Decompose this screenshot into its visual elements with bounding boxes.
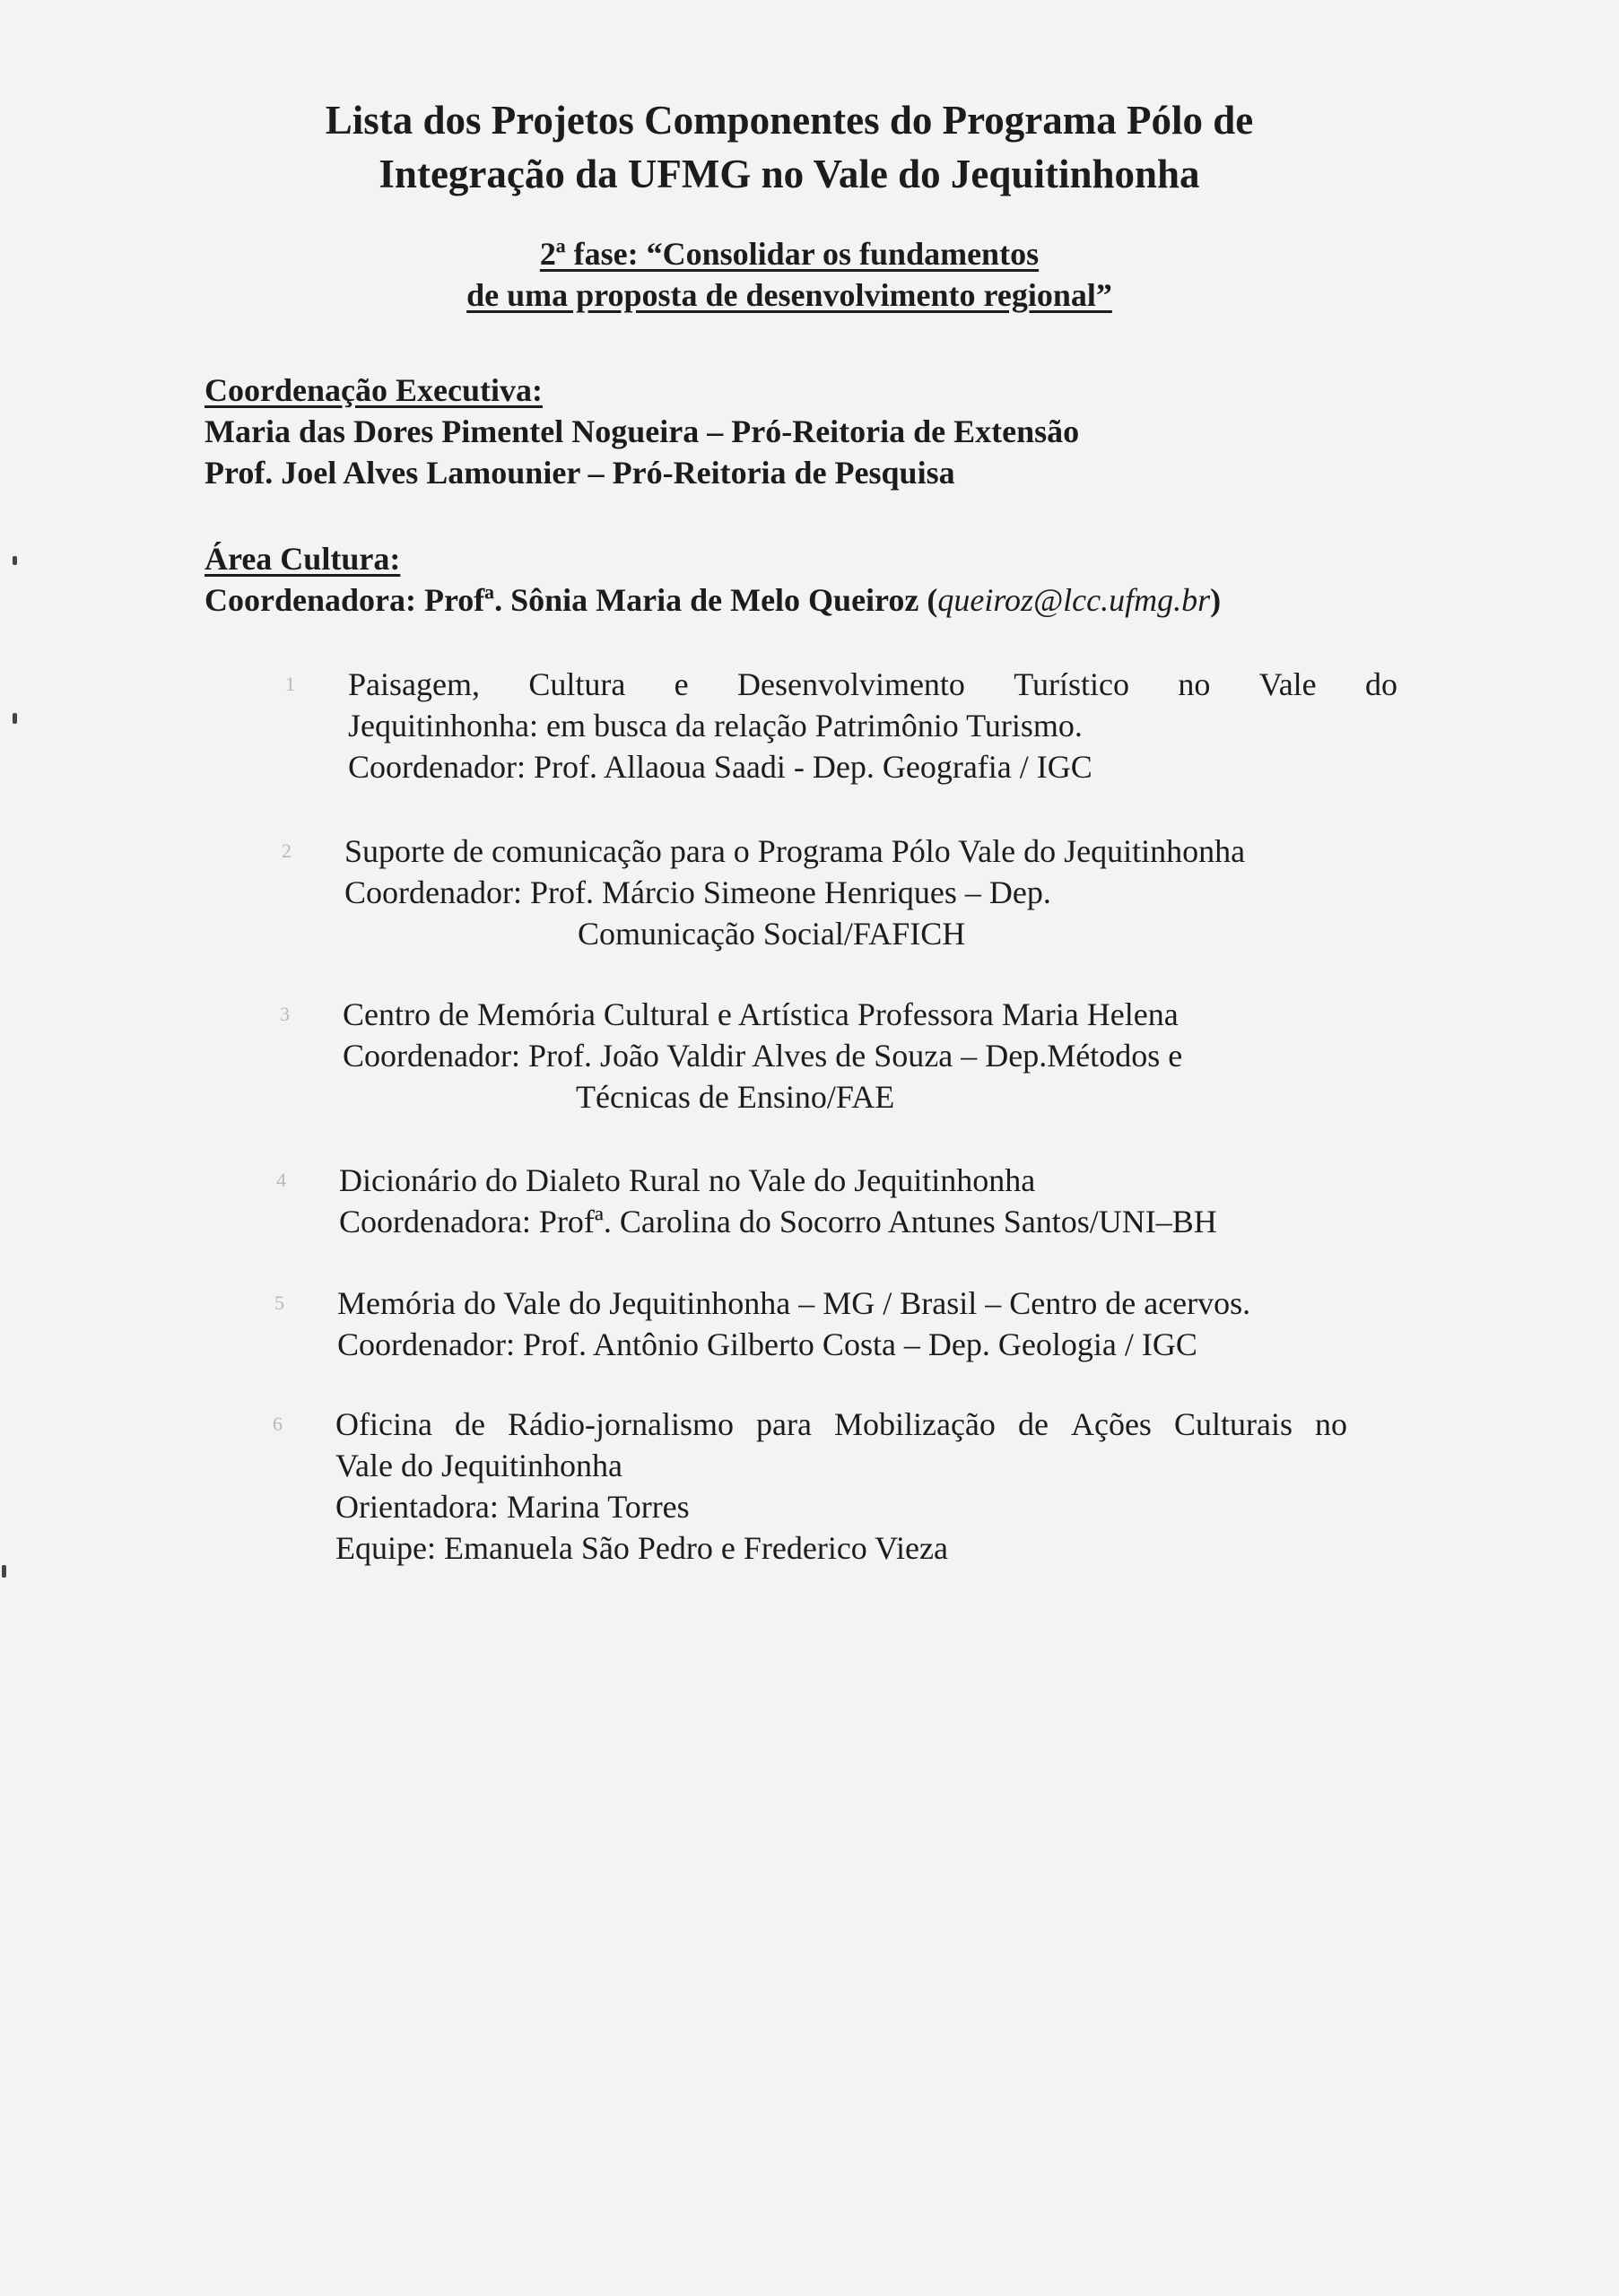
project-marker: 1 bbox=[285, 673, 295, 695]
area-coordinator-suffix: ) bbox=[1210, 582, 1222, 618]
title-word: Vale bbox=[1258, 666, 1317, 702]
title-word: no bbox=[1178, 666, 1211, 702]
title-word: de bbox=[1017, 1406, 1049, 1442]
project-coordinator: Coordenador: Prof. Márcio Simeone Henriques – Dep. bbox=[344, 874, 1051, 910]
project-item-1 bbox=[285, 664, 1397, 787]
project-marker: 4 bbox=[276, 1169, 286, 1191]
title-word: Rádio-jornalismo bbox=[508, 1406, 734, 1442]
project-coordinator: Coordenador: Prof. João Valdir Alves de Souza – Dep.Métodos e bbox=[343, 1038, 1183, 1074]
area-coordinator-prefix: Coordenadora: Profª. Sônia Maria de Melo Queiroz ( bbox=[205, 582, 938, 618]
project-coordinator-cont: Técnicas de Ensino/FAE bbox=[576, 1079, 895, 1115]
project-coordinator: Coordenador: Prof. Allaoua Saadi - Dep. Geografia / IGC bbox=[348, 749, 1092, 785]
area-cultura-heading: Área Cultura: bbox=[205, 541, 401, 577]
project-item-4 bbox=[276, 1160, 1217, 1242]
project-item-5 bbox=[274, 1283, 1251, 1365]
project-orientadora: Orientadora: Marina Torres bbox=[335, 1489, 690, 1525]
title-word: e bbox=[674, 666, 689, 702]
project-title: Dicionário do Dialeto Rural no Vale do Jequitinhonha bbox=[339, 1162, 1036, 1198]
title-word: Desenvolvimento bbox=[736, 666, 965, 702]
document-title bbox=[179, 93, 1399, 201]
project-coordinator: Coordenadora: Profª. Carolina do Socorro Antunes Santos/UNI–BH bbox=[339, 1204, 1217, 1239]
project-marker: 5 bbox=[274, 1292, 284, 1314]
area-coordinator-line bbox=[205, 579, 1221, 621]
project-item-3 bbox=[280, 994, 1183, 1118]
title-line-2: Integração da UFMG no Vale do Jequitinhonha bbox=[379, 152, 1200, 196]
title-word: para bbox=[756, 1406, 812, 1442]
title-word: de bbox=[454, 1406, 485, 1442]
area-coordinator-email: queiroz@lcc.ufmg.br bbox=[937, 582, 1211, 618]
title-word: Oficina bbox=[335, 1406, 432, 1442]
title-line-1: Lista dos Projetos Componentes do Programa Pólo de bbox=[325, 98, 1254, 143]
title-word: Culturais bbox=[1173, 1406, 1293, 1442]
project-item-6 bbox=[273, 1404, 1347, 1569]
title-word: Cultura bbox=[528, 666, 626, 702]
project-title: Centro de Memória Cultural e Artística Professora Maria Helena bbox=[343, 996, 1179, 1032]
phase-subtitle bbox=[179, 233, 1399, 316]
project-title-line-1 bbox=[335, 1404, 1347, 1445]
title-word: Ações bbox=[1070, 1406, 1152, 1442]
project-item-2 bbox=[282, 831, 1246, 954]
project-equipe: Equipe: Emanuela São Pedro e Frederico Vieza bbox=[335, 1530, 948, 1566]
phase-line-1: 2ª fase: “Consolidar os fundamentos bbox=[539, 236, 1040, 272]
phase-line-2: de uma proposta de desenvolvimento regional” bbox=[466, 277, 1112, 313]
title-word: Turístico bbox=[1014, 666, 1129, 702]
title-word: no bbox=[1315, 1406, 1347, 1442]
project-marker: 3 bbox=[280, 1003, 290, 1025]
project-title-line-2: Jequitinhonha: em busca da relação Patrimônio Turismo. bbox=[348, 708, 1083, 744]
coordenacao-line-2: Prof. Joel Alves Lamounier – Pró-Reitoria de Pesquisa bbox=[205, 455, 955, 491]
project-title-line-1 bbox=[348, 664, 1397, 705]
title-word: do bbox=[1365, 666, 1397, 702]
project-title-line-2: Vale do Jequitinhonha bbox=[335, 1448, 622, 1483]
project-marker: 6 bbox=[273, 1413, 283, 1435]
scan-edge-mark bbox=[13, 556, 17, 565]
scan-edge-mark bbox=[2, 1565, 6, 1578]
project-coordinator: Coordenador: Prof. Antônio Gilberto Costa – Dep. Geologia / IGC bbox=[337, 1326, 1197, 1362]
coordenacao-heading: Coordenação Executiva: bbox=[205, 372, 543, 408]
project-coordinator-cont: Comunicação Social/FAFICH bbox=[578, 916, 966, 952]
project-title: Memória do Vale do Jequitinhonha – MG / Brasil – Centro de acervos. bbox=[337, 1285, 1251, 1321]
title-word: Paisagem, bbox=[348, 666, 480, 702]
project-title: Suporte de comunicação para o Programa Pólo Vale do Jequitinhonha bbox=[344, 833, 1246, 869]
project-marker: 2 bbox=[282, 839, 292, 862]
coordenacao-line-1: Maria das Dores Pimentel Nogueira – Pró-Reitoria de Extensão bbox=[205, 413, 1080, 449]
title-word: Mobilização bbox=[833, 1406, 996, 1442]
scan-edge-mark bbox=[13, 713, 17, 724]
